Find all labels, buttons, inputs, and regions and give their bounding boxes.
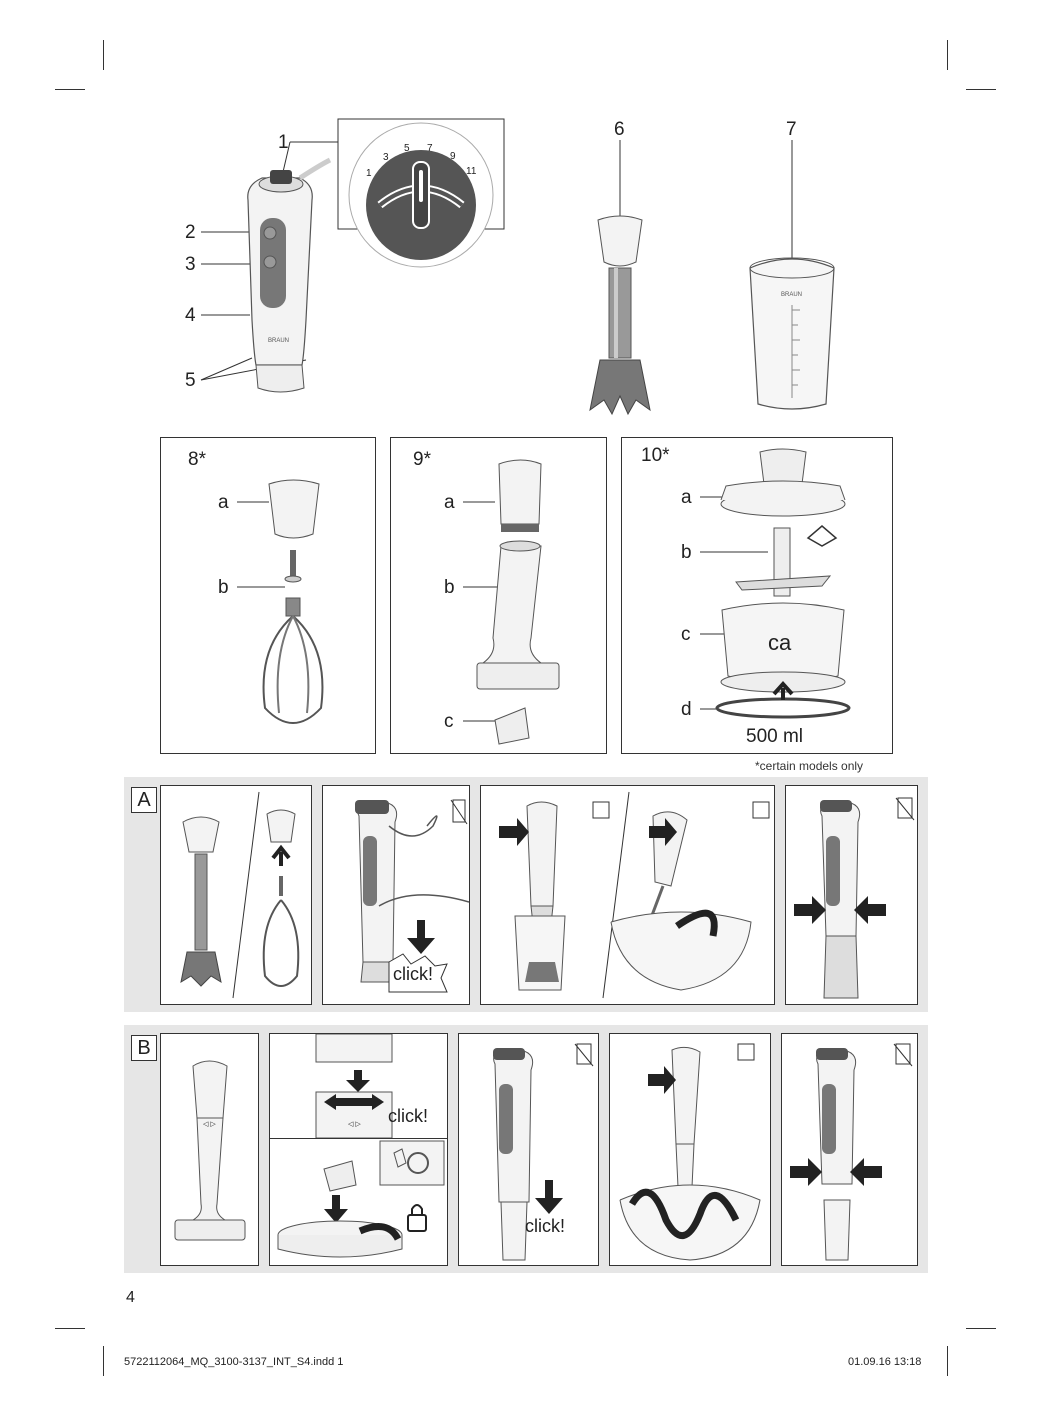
part-label-5: 5 [185, 370, 196, 391]
part-label-7: 7 [786, 119, 797, 140]
panel-title: 8* [188, 449, 206, 470]
dial-scale-mark: 3 [383, 152, 389, 163]
section-b-letter: B [131, 1035, 157, 1061]
svg-text:BRAUN: BRAUN [781, 292, 803, 298]
dial-scale-mark: 7 [427, 143, 433, 154]
click-label: click! [388, 1106, 428, 1126]
panel-shaft [390, 437, 607, 754]
dial-scale-mark: 1 [366, 168, 372, 179]
arrow-marks: ◁ ▷ [348, 1121, 361, 1128]
part-label-3: 3 [185, 254, 196, 275]
part-label-4: 4 [185, 305, 196, 326]
parts-overview [0, 0, 1051, 430]
section-a-letter: A [131, 787, 157, 813]
footer-file: 5722112064_MQ_3100-3137_INT_S4.indd 1 [124, 1356, 344, 1368]
label-a: a [444, 492, 455, 513]
whisk-illustration [161, 438, 375, 753]
arrow-marks: ◁ ▷ [203, 1121, 216, 1128]
parts-illustration [0, 0, 1051, 430]
section-a-step-1 [160, 785, 312, 1005]
label-c: c [444, 711, 454, 732]
label-c: c [681, 624, 691, 645]
section-b-step-2a [269, 1033, 448, 1139]
section-a-step-4 [785, 785, 918, 1005]
panel-whisk [160, 437, 376, 754]
part-label-2: 2 [185, 222, 196, 243]
part-label-6: 6 [614, 119, 625, 140]
chopper-max-mark: ca [768, 630, 792, 655]
chopper-illustration [622, 438, 892, 753]
label-d: d [681, 699, 692, 720]
label-a: a [218, 492, 229, 513]
footnote: *certain models only [755, 759, 864, 773]
section-b-step-2b [269, 1138, 448, 1266]
label-a: a [681, 487, 692, 508]
panel-title: 9* [413, 449, 431, 470]
panel-title: 10* [641, 445, 670, 466]
part-label-1: 1 [278, 132, 289, 153]
panel-chopper [621, 437, 893, 754]
crop-mark [55, 1328, 85, 1329]
section-b-step-1 [160, 1033, 259, 1266]
section-b-step-4 [609, 1033, 771, 1266]
click-label: click! [393, 964, 433, 984]
section-a-step-3 [480, 785, 775, 1005]
crop-mark [947, 1346, 948, 1376]
section-a-step-2 [322, 785, 470, 1005]
label-b: b [444, 577, 455, 598]
dial-scale-mark: 5 [404, 143, 410, 154]
section-b-step-5 [781, 1033, 918, 1266]
dial-scale-mark: 9 [450, 151, 456, 162]
label-b: b [681, 542, 692, 563]
crop-mark [966, 1328, 996, 1329]
dial-scale-mark: 11 [466, 166, 477, 177]
page-number: 4 [126, 1289, 135, 1306]
chopper-capacity: 500 ml [746, 726, 804, 747]
svg-text:BRAUN: BRAUN [268, 338, 290, 344]
footer-date: 01.09.16 13:18 [848, 1356, 922, 1368]
click-label: click! [525, 1216, 565, 1236]
crop-mark [103, 1346, 104, 1376]
label-b: b [218, 577, 229, 598]
section-b-step-3 [458, 1033, 599, 1266]
shaft-illustration [391, 438, 606, 753]
